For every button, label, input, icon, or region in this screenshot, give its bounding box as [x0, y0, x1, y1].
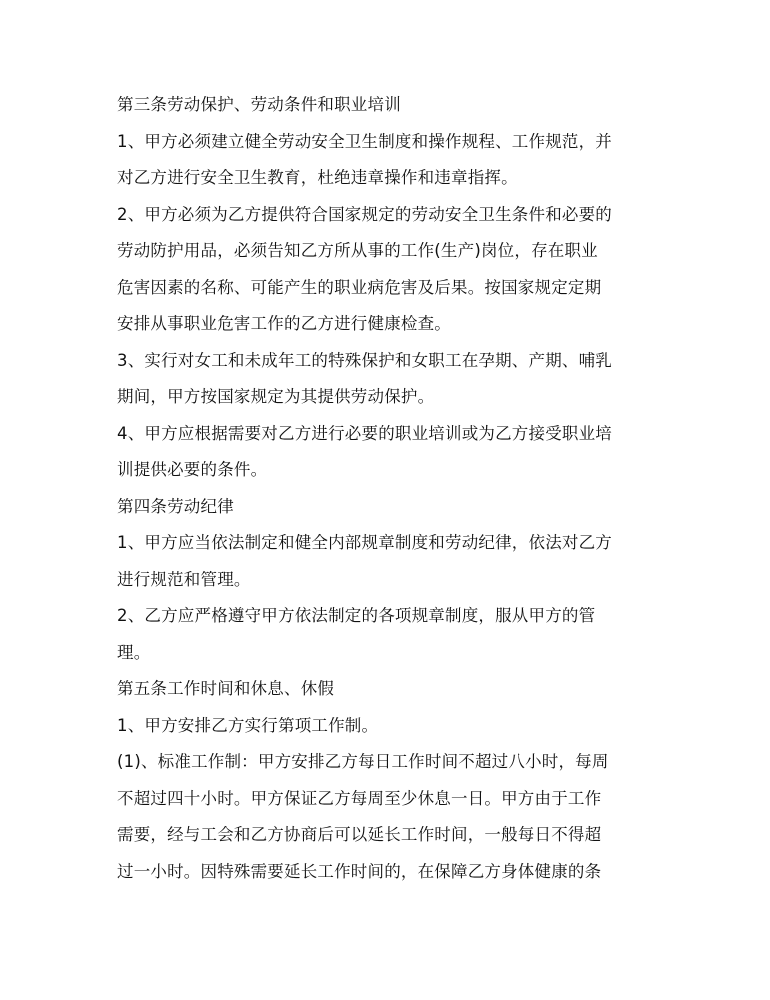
paragraph-line: 劳动防护用品，必须告知乙方所从事的工作(生产)岗位，存在职业 [117, 241, 598, 260]
paragraph-line: 1、甲方必须建立健全劳动安全卫生制度和操作规程、工作规范，并 [117, 131, 612, 151]
paragraph-line: (1)、标准工作制：甲方安排乙方每日工作时间不超过八小时，每周 [117, 752, 609, 771]
paragraph-line: 理。 [117, 642, 151, 662]
section-heading-article-3: 第三条劳动保护、劳动条件和职业培训 [117, 95, 401, 114]
paragraph-line: 2、乙方应严格遵守甲方依法制定的各项规章制度，服从甲方的管 [117, 606, 596, 625]
paragraph-line: 4、甲方应根据需要对乙方进行必要的职业培训或为乙方接受职业培 [117, 423, 612, 443]
paragraph-line: 期间，甲方按国家规定为其提供劳动保护。 [117, 387, 435, 406]
paragraph-line: 进行规范和管理。 [117, 569, 251, 589]
paragraph-line: 过一小时。因特殊需要延长工作时间的，在保障乙方身体健康的条 [117, 861, 602, 881]
paragraph-line: 2、甲方必须为乙方提供符合国家规定的劳动安全卫生条件和必要的 [117, 204, 612, 224]
paragraph-line: 不超过四十小时。甲方保证乙方每周至少休息一日。甲方由于工作 [117, 788, 602, 808]
section-heading-article-4: 第四条劳动纪律 [117, 496, 234, 516]
paragraph-line: 3、实行对女工和未成年工的特殊保护和女职工在孕期、产期、哺乳 [117, 350, 612, 370]
paragraph-line: 1、甲方安排乙方实行第项工作制。 [117, 715, 379, 735]
paragraph-line: 对乙方进行安全卫生教育，杜绝违章操作和违章指挥。 [117, 168, 518, 187]
document-body [117, 87, 657, 890]
paragraph-line: 危害因素的名称、可能产生的职业病危害及后果。按国家规定定期 [117, 277, 602, 297]
paragraph-line: 1、甲方应当依法制定和健全内部规章制度和劳动纪律，依法对乙方 [117, 533, 612, 552]
paragraph-line: 训提供必要的条件。 [117, 460, 268, 479]
paragraph-line: 需要，经与工会和乙方协商后可以延长工作时间，一般每日不得超 [117, 825, 602, 844]
paragraph-line: 安排从事职业危害工作的乙方进行健康检查。 [117, 314, 451, 333]
section-heading-article-5: 第五条工作时间和休息、休假 [117, 679, 335, 698]
